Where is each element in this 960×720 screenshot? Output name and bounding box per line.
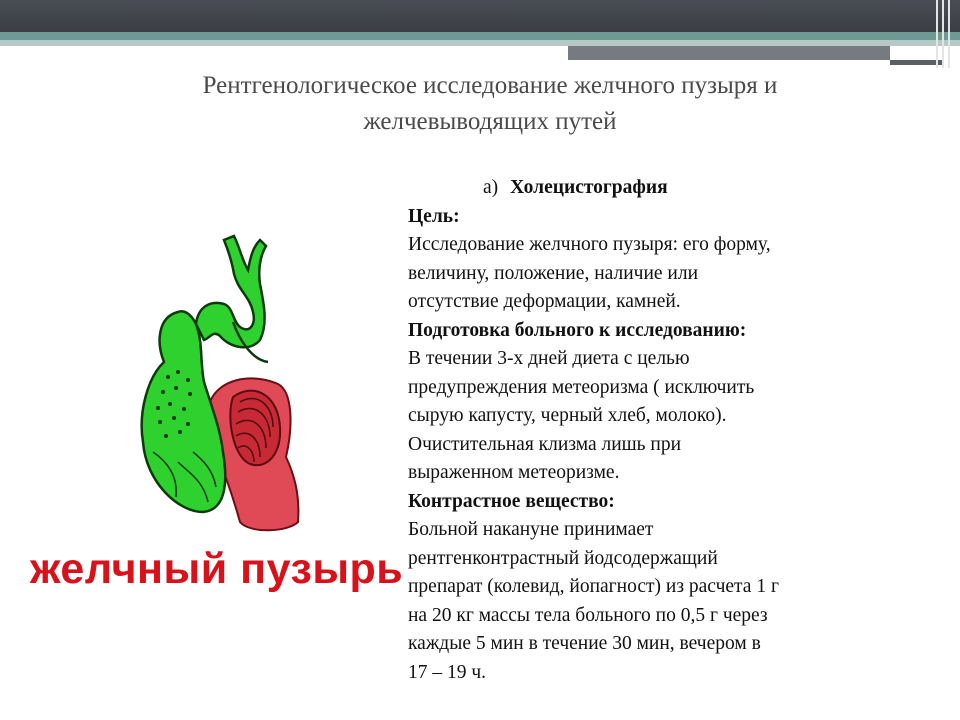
prep-line: В течении 3-х дней диета с целью xyxy=(408,348,690,369)
contrast-line: рентгенконтрастный йодсодержащий xyxy=(408,547,718,569)
section-title: Холецистография xyxy=(510,177,668,198)
gallbladder-body-shape xyxy=(142,311,226,512)
prep-line: сырую капусту, черный хлеб, молоко). xyxy=(408,405,727,426)
corner-decoration xyxy=(932,0,960,68)
section-heading xyxy=(408,174,858,203)
section-marker: а) xyxy=(483,177,499,198)
gallbladder-illustration xyxy=(28,212,408,592)
top-header-bar xyxy=(0,0,960,32)
title-line-2: желчевыводящих путей xyxy=(363,108,617,135)
slide-title xyxy=(60,68,920,140)
header-gray-band xyxy=(568,46,890,60)
content-block xyxy=(408,174,858,687)
bile-duct-shape xyxy=(196,236,266,347)
goal-line: отсутствие деформации, камней. xyxy=(408,291,681,312)
prep-line: выраженном метеоризме. xyxy=(408,462,620,483)
header-accent-stripe xyxy=(0,32,960,40)
goal-label: Цель: xyxy=(408,205,460,227)
figure-label: желчный пузырь xyxy=(30,545,404,593)
contrast-line: каждые 5 мин в течение 30 мин, вечером в xyxy=(408,633,761,654)
contrast-line: препарат (колевид, йопагност) из расчета 1 г xyxy=(408,576,779,597)
contrast-line: 17 – 19 ч. xyxy=(408,661,487,683)
prep-line: Очистительная клизма лишь при xyxy=(408,433,682,455)
contrast-line: на 20 кг массы тела больного по 0,5 г через xyxy=(408,604,768,626)
goal-line: величину, положение, наличие или xyxy=(408,262,699,284)
prep-line: предупреждения метеоризма ( исключить xyxy=(408,376,755,398)
prep-label: Подготовка больного к исследованию: xyxy=(408,319,747,341)
contrast-line: Больной накануне принимает xyxy=(408,519,654,540)
goal-line: Исследование желчного пузыря: его форму, xyxy=(408,234,771,255)
contrast-label: Контрастное вещество: xyxy=(408,490,615,512)
title-line-1: Рентгенологическое исследование желчного пузыря и xyxy=(202,72,778,99)
